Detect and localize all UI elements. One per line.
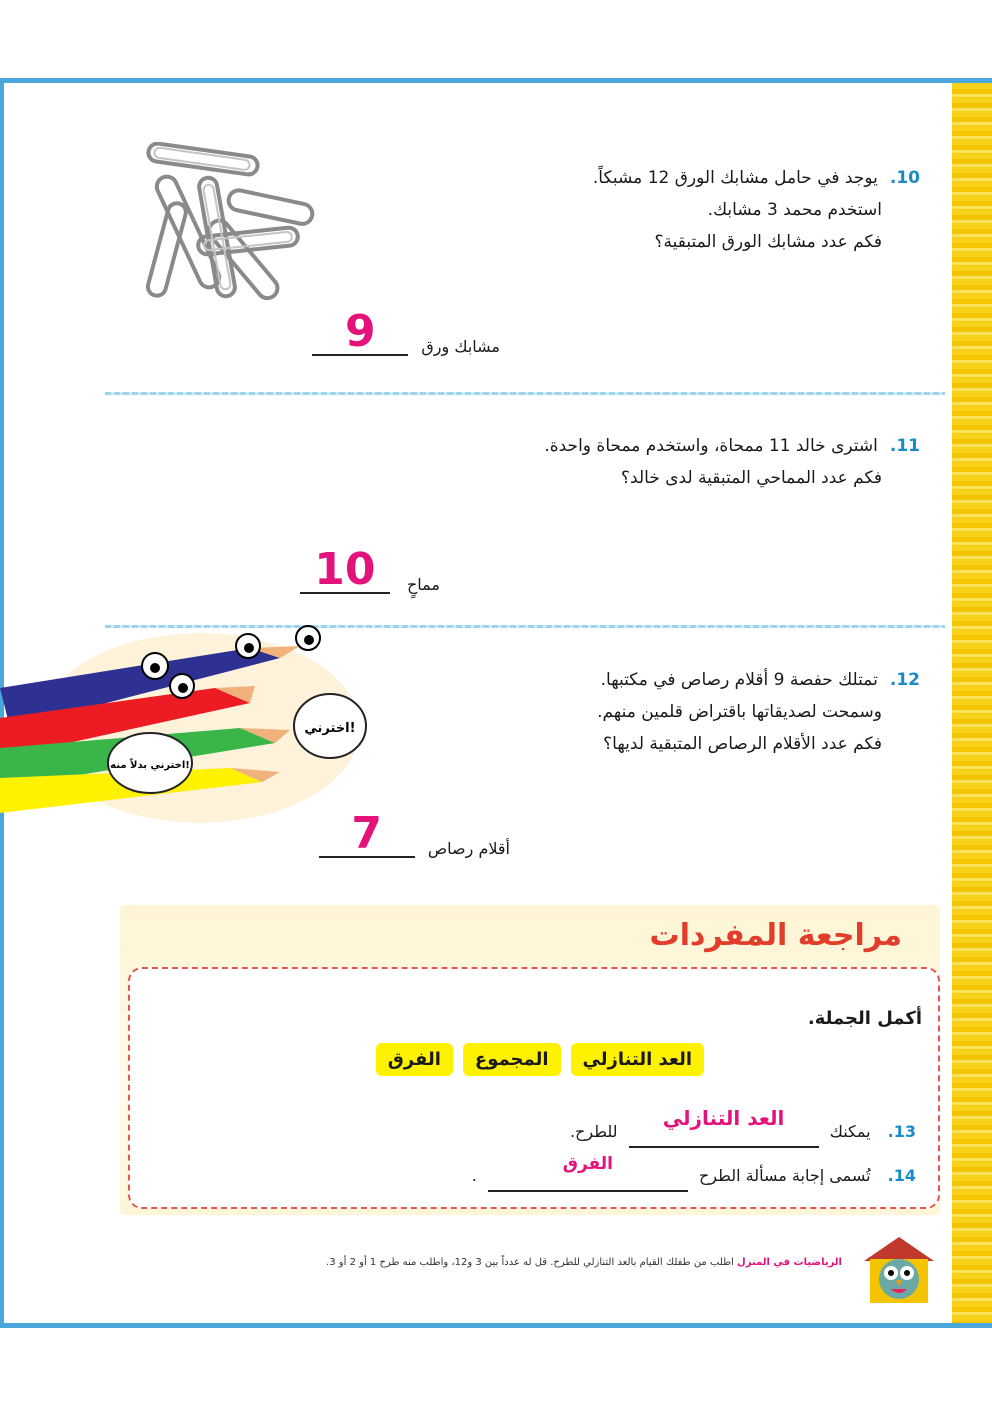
owl-house-icon	[860, 1233, 938, 1305]
question-13	[316, 1106, 916, 1148]
question-12-line-2: وسمحت لصديقاتها باقتراض قلمين منهم.	[597, 702, 882, 722]
answer-12-unit: أقلام رصاص	[427, 839, 510, 858]
pencils-bubble-right-text: اخترني!	[304, 721, 356, 736]
word-chip-difference: الفرق	[376, 1043, 453, 1076]
answer-12-value: 7	[351, 808, 383, 859]
question-14	[316, 1154, 916, 1192]
yellow-side-strip	[952, 83, 992, 1323]
question-13-number: 13.	[887, 1122, 916, 1141]
vocab-instruction: أكمل الجملة.	[807, 1008, 922, 1029]
question-11-line-1: 11.اشترى خالد 11 ممحاة، واستخدم ممحاة واحدة.	[320, 430, 920, 462]
answer-10-blank[interactable]	[312, 306, 408, 357]
answer-11	[300, 544, 440, 595]
divider-1	[105, 392, 945, 395]
question-14-answer: الفرق	[562, 1154, 613, 1174]
pencils-image	[0, 618, 370, 838]
question-14-before: تُسمى إجابة مسألة الطرح	[698, 1166, 871, 1185]
question-10	[320, 162, 920, 258]
answer-11-unit: مماحٍ	[406, 575, 440, 594]
home-note	[262, 1252, 842, 1274]
word-chip-sum: المجموع	[463, 1043, 561, 1076]
question-12-line-1: 12.تمتلك حفصة 9 أقلام رصاص في مكتبها.	[320, 664, 920, 696]
question-14-after: .	[471, 1166, 477, 1185]
question-10-line-3: فكم عدد مشابك الورق المتبقية؟	[654, 232, 882, 252]
home-note-text: اطلب من طفلك القيام بالعد التنازلي للطرح. قل له عدداً بين 3 و12، واطلب منه طرح 1 أو 2 أو 3.	[326, 1257, 734, 1268]
question-11	[320, 430, 920, 494]
home-note-label: الرياضيات في المنزل	[737, 1257, 842, 1268]
answer-11-value: 10	[314, 544, 376, 595]
question-11-line-2: فكم عدد المماحي المتبقية لدى خالد؟	[621, 468, 882, 488]
question-14-blank[interactable]	[488, 1154, 688, 1192]
word-chip-countdown: العد التنازلي	[571, 1043, 704, 1076]
question-12	[320, 664, 920, 760]
question-11-number: 11.	[889, 436, 920, 456]
question-14-number: 14.	[887, 1166, 916, 1185]
answer-10	[312, 306, 500, 357]
pencils-drawing	[0, 618, 370, 838]
answer-11-blank[interactable]	[300, 544, 390, 595]
question-12-line-3: فكم عدد الأقلام الرصاص المتبقية لديها؟	[603, 734, 882, 754]
answer-10-unit: مشابك ورق	[421, 337, 500, 356]
answer-12-blank[interactable]	[319, 808, 415, 859]
word-bank	[376, 1043, 704, 1076]
pencils-bubble-left-text: اخترني بدلاً منه!	[110, 760, 190, 771]
question-13-answer: العد التنازلي	[662, 1106, 785, 1130]
question-13-before: يمكنك	[829, 1122, 871, 1141]
paper-clips-image	[138, 142, 320, 312]
answer-12	[319, 808, 510, 859]
question-13-after: للطرح.	[569, 1122, 618, 1141]
question-13-blank[interactable]	[629, 1106, 819, 1148]
question-10-line-1: 10.يوجد في حامل مشابك الورق 12 مشبكاً.	[320, 162, 920, 194]
answer-10-value: 9	[344, 306, 376, 357]
question-12-number: 12.	[889, 670, 920, 690]
question-10-number: 10.	[889, 168, 920, 188]
vocab-title: مراجعة المفردات	[649, 918, 902, 953]
question-10-line-2: استخدم محمد 3 مشابك.	[707, 200, 882, 220]
